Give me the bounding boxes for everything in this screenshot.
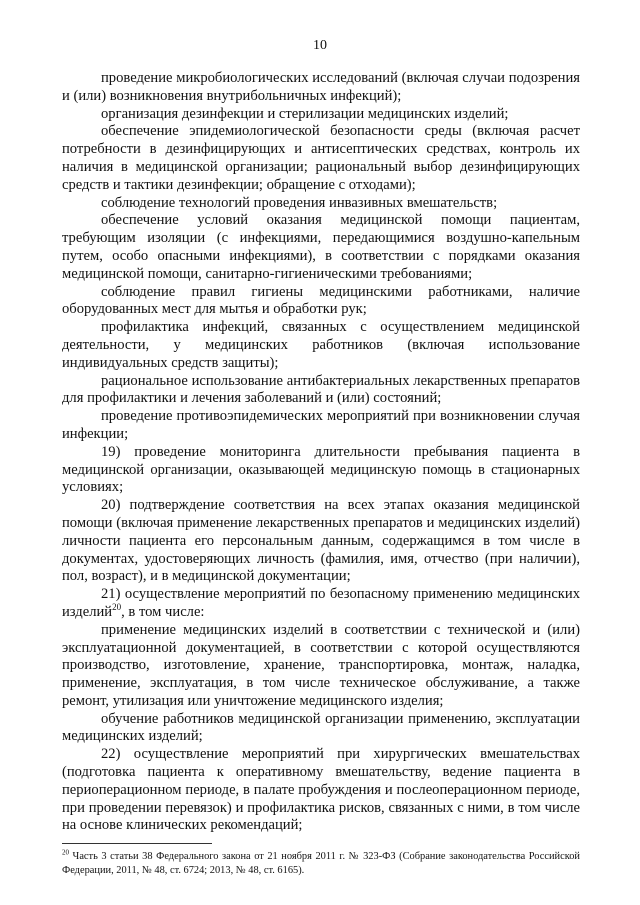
- paragraph-item-21-tail: , в том числе:: [121, 603, 205, 620]
- paragraph: организация дезинфекции и стерилизации медицинских изделий;: [101, 105, 509, 122]
- paragraph: обеспечение условий оказания медицинской помощи пациентам, требующим изоляции (с инфекциями, передающимися воздушно-капельным путем, особо опасными инфекциями), в соответствии с порядками оказания медицинской помощи, санитарно-гигиеническими требованиями;: [62, 212, 580, 282]
- paragraph: проведение противоэпидемических мероприятий при возникновении случая инфекции;: [62, 408, 580, 442]
- paragraph: соблюдение технологий проведения инвазивных вмешательств;: [101, 194, 498, 211]
- paragraph-item-22: 22) осуществление мероприятий при хирургических вмешательствах (подготовка пациента к оперативному вмешательству, ведение пациента в периоперационном периоде, в палате пробуждения и послеоперационном периоде, при проведении перевязок) и профилактика рисков, связанных с ними, в том числе на основе клинических рекомендаций;: [62, 746, 580, 834]
- paragraph: соблюдение правил гигиены медицинскими работниками, наличие оборудованных мест для мытья и обработки рук;: [62, 283, 580, 318]
- paragraph: рациональное использование антибактериальных лекарственных препаратов для профилактики и лечения заболеваний и (или) состояний;: [62, 372, 580, 407]
- paragraph-item-21-text: 21) осуществление мероприятий по безопасному применению медицинских изделий: [62, 586, 580, 620]
- footnote-marker: 20: [62, 848, 69, 857]
- document-body: [62, 70, 580, 835]
- paragraph: обеспечение эпидемиологической безопасности среды (включая расчет потребности в дезинфицирующих и антисептических средствах, контроль их наличия в медицинской организации; рациональный выбор дезинфицирующих средств и тактики дезинфекции; обращение с отходами);: [62, 123, 580, 193]
- paragraph: обучение работников медицинской организации применению, эксплуатации медицинских изделий;: [62, 710, 580, 745]
- page-number: 10: [313, 38, 327, 53]
- footnote-reference[interactable]: 20: [112, 602, 122, 613]
- paragraph-item-21: [62, 586, 580, 622]
- paragraph: профилактика инфекций, связанных с осуществлением медицинской деятельности, у медицинских работников (включая использование индивидуальных средств защиты);: [62, 319, 580, 371]
- footnote-text: Часть 3 статьи 38 Федерального закона от 21 ноября 2011 г. № 323-ФЗ (Собрание законодательства Российской Федерации, 2011, № 48, ст. 6724; 2013, № 48, ст. 6165).: [62, 851, 580, 876]
- footnote: [62, 850, 580, 878]
- footnote-divider: [62, 843, 212, 844]
- paragraph-item-20: 20) подтверждение соответствия на всех этапах оказания медицинской помощи (включая применение лекарственных препаратов и медицинских изделий) личности пациента его персональным данным, содержащимся в том числе в документах, удостоверяющих личность (фамилия, имя, отчество (при наличии), пол, возраст), и в медицинской документации;: [62, 497, 580, 585]
- paragraph: проведение микробиологических исследований (включая случаи подозрения и (или) возникновения внутрибольничных инфекций);: [62, 70, 580, 104]
- paragraph: применение медицинских изделий в соответствии с технической и (или) эксплуатационной документацией, в соответствии с которой осуществляются производство, изготовление, хранение, транспортировка, монтаж, наладка, применение, эксплуатация, в том числе техническое обслуживание, а также ремонт, утилизация или уничтожение медицинского изделия;: [62, 621, 580, 709]
- paragraph-item-19: 19) проведение мониторинга длительности пребывания пациента в медицинской организации, оказывающей медицинскую помощь в стационарных условиях;: [62, 443, 580, 496]
